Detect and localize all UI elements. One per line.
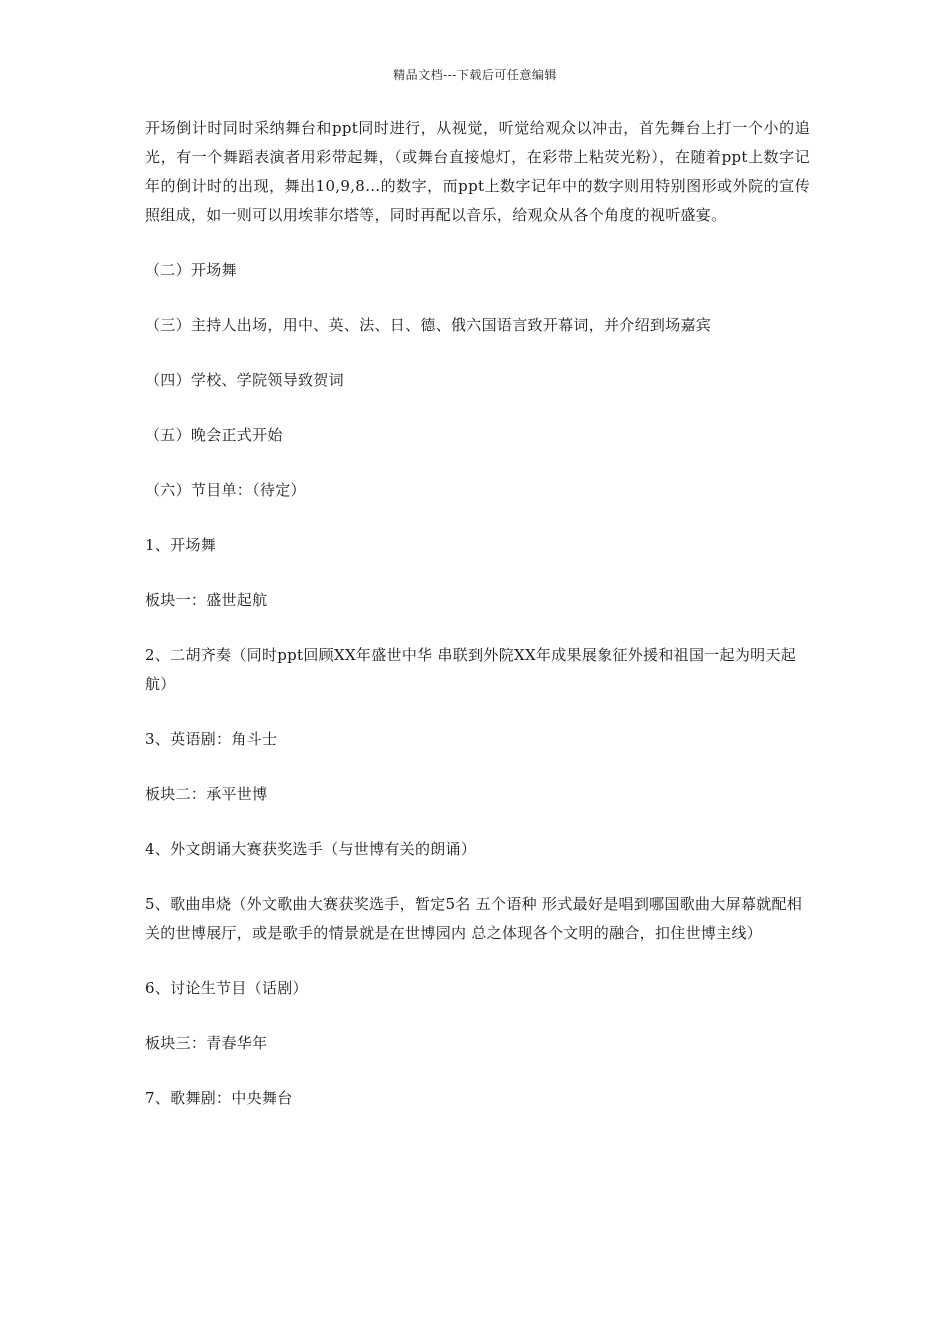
program-item-4: 4、外文朗诵大赛获奖选手（与世博有关的朗诵） — [145, 840, 477, 858]
program-item-1: 1、开场舞 — [145, 536, 217, 554]
block-title-3: 板块三：青春华年 — [145, 1034, 268, 1052]
program-item-5: 5、歌曲串烧（外文歌曲大赛获奖选手，暂定5名 五个语种 形式最好是唱到哪国歌曲大屏幕就配相关的世博展厅，或是歌手的情景就是在世博园内 总之体现各个文明的融合，扣住世博主线） — [145, 895, 803, 942]
section-item-3: （三）主持人出场，用中、英、法、日、德、俄六国语言致开幕词，并介绍到场嘉宾 — [145, 316, 712, 334]
program-item-7: 7、歌舞剧：中央舞台 — [145, 1089, 293, 1107]
page-header: 精品文档---下载后可任意编辑 — [393, 68, 557, 82]
block-title-2: 板块二：承平世博 — [145, 785, 268, 803]
document-body — [145, 114, 810, 1139]
block-title-1: 板块一：盛世起航 — [145, 591, 268, 609]
program-item-3: 3、英语剧：角斗士 — [145, 730, 278, 748]
section-item-4: （四）学校、学院领导致贺词 — [145, 371, 344, 389]
program-item-6: 6、讨论生节目（话剧） — [145, 979, 308, 997]
intro-paragraph: 开场倒计时同时采纳舞台和ppt同时进行，从视觉，听觉给观众以冲击，首先舞台上打一个小的追光，有一个舞蹈表演者用彩带起舞，（或舞台直接熄灯，在彩带上粘荧光粉），在随着ppt上数字记年的倒计时的出现，舞出10,9,8…的数字，而ppt上数字记年中的数字则用特别图形或外院的宣传照组成，如一则可以用埃菲尔塔等，同时再配以音乐，给观众从各个角度的视听盛宴。 — [145, 119, 810, 224]
section-item-2: （二）开场舞 — [145, 261, 237, 279]
program-item-2: 2、二胡齐奏（同时ppt回顾XX年盛世中华 串联到外院XX年成果展象征外援和祖国一起为明天起航） — [145, 646, 797, 693]
section-item-6: （六）节目单：（待定） — [145, 481, 306, 499]
section-item-5: （五）晚会正式开始 — [145, 426, 283, 444]
